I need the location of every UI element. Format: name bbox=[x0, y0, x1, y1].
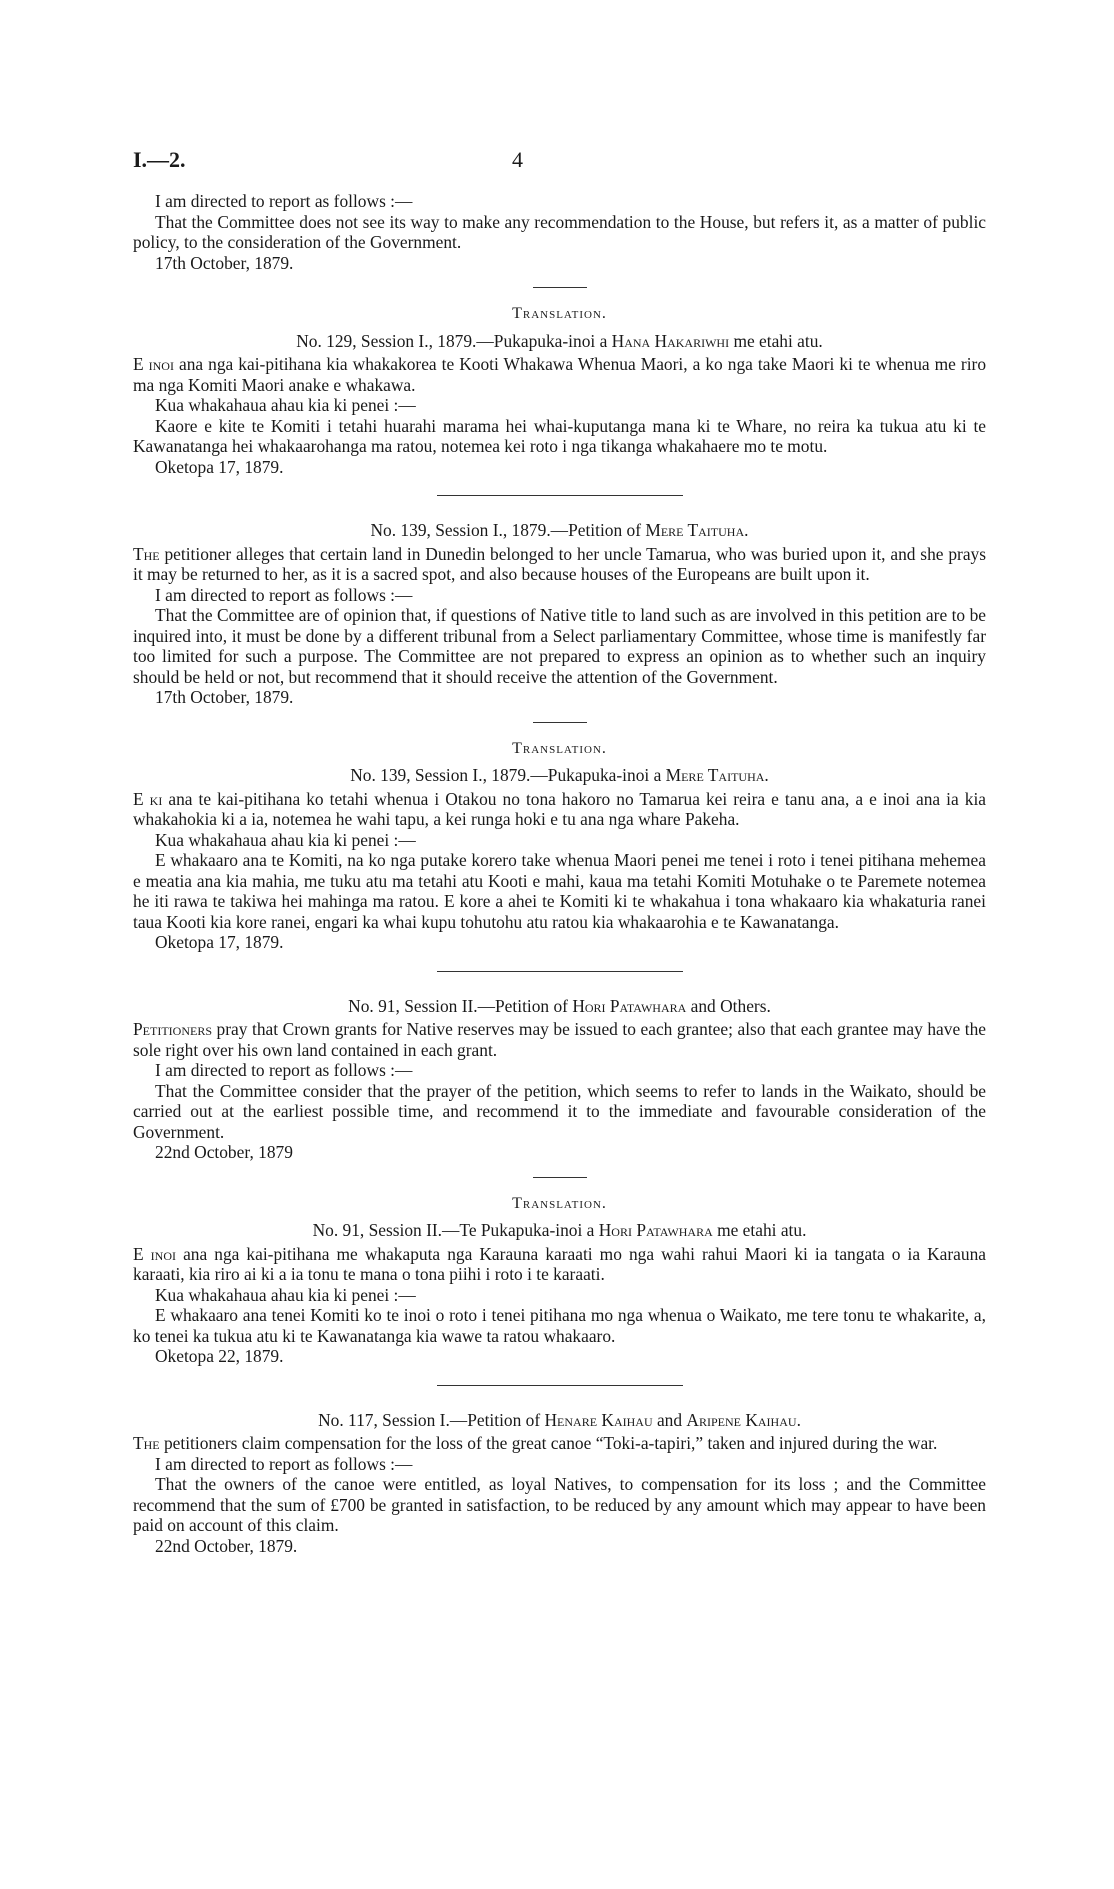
translation-label: Translation. bbox=[512, 1194, 607, 1212]
divider-long bbox=[437, 1385, 683, 1386]
lead-words: Petitioners bbox=[133, 1019, 212, 1039]
report-date: 22nd October, 1879. bbox=[155, 1535, 298, 1556]
petitioner-name: Hori Patawhara bbox=[598, 1220, 713, 1240]
petition-body: ana nga kai-pitihana kia whakakorea te Kooti Whakawa Whenua Maori, a ko nga take Maori ki te whenua me riro ma nga Komiti Maori anake e whakawa. bbox=[133, 354, 987, 395]
translation-label: Translation. bbox=[512, 305, 607, 322]
divider-long bbox=[437, 971, 683, 972]
report-date: 22nd October, 1879 bbox=[155, 1142, 293, 1162]
petition-text bbox=[133, 789, 986, 830]
petitioner-name: Mere Taituha bbox=[665, 765, 765, 785]
report-text: E whakaaro ana tenei Komiti ko te inoi o roto i tenei pitihana mo nga whenua o Waikato, me tere tonu te whakarite, a, ko tenei ka tukua atu ki te Kawanatanga kia wawe ta ratou whakaaro. bbox=[133, 1305, 986, 1346]
title-prefix: No. 91, Session II.—Te Pukapuka-inoi a bbox=[312, 1220, 599, 1240]
report-date: Oketopa 17, 1879. bbox=[155, 456, 284, 477]
page-content bbox=[133, 191, 986, 1556]
petitioner-name-2: Aripene Kaihau bbox=[686, 1409, 797, 1430]
petition-title bbox=[133, 996, 986, 1017]
petition-text bbox=[133, 1019, 986, 1060]
petition-body: ana nga kai-pitihana me whakaputa nga Karauna karaati mo nga wahi rahui Maori ki ia tangata o ia Karauna karaati, kia riro ai ki a ia tonu te mana o tona piihi i roto i te karaati. bbox=[133, 1243, 987, 1284]
report-intro: I am directed to report as follows :— bbox=[155, 1060, 413, 1080]
report-date: 17th October, 1879. bbox=[155, 687, 294, 707]
title-conjunction: and bbox=[652, 1409, 687, 1430]
lead-words: The bbox=[133, 543, 160, 564]
page-number: 4 bbox=[512, 147, 523, 172]
petition-title bbox=[133, 1220, 986, 1241]
title-prefix: No. 129, Session I., 1879.—Pukapuka-inoi a bbox=[296, 330, 612, 351]
report-intro: I am directed to report as follows :— bbox=[155, 191, 413, 211]
report-intro: I am directed to report as follows :— bbox=[155, 1453, 413, 1474]
report-text: That the Committee does not see its way to make any recommendation to the House, but refers it, as a matter of public policy, to the consideration of the Government. bbox=[133, 211, 986, 252]
page-header bbox=[133, 147, 993, 180]
section-translation-139 bbox=[133, 739, 986, 953]
lead-words: The bbox=[133, 1433, 160, 1453]
petition-text bbox=[133, 354, 986, 395]
petition-text bbox=[133, 1244, 986, 1285]
section-petition-117 bbox=[133, 1410, 986, 1557]
title-prefix: No. 91, Session II.—Petition of bbox=[348, 995, 573, 1016]
section-petition-91 bbox=[133, 996, 986, 1163]
report-intro: Kua whakahaua ahau kia ki penei :— bbox=[155, 1284, 416, 1305]
petition-body: pray that Crown grants for Native reserves may be issued to each grantee; also that each grantee may have the sole right over his own land contained in each grant. bbox=[133, 1019, 986, 1060]
petition-body: petitioner alleges that certain land in Dunedin belonged to her uncle Tamarua, who was buried upon it, and she prays it may be returned to her, as it is a sacred spot, and also because houses of the Europeans are built upon it. bbox=[133, 543, 986, 584]
petition-body: petitioners claim compensation for the loss of the great canoe “Toki-a-tapiri,” taken and injured during the war. bbox=[159, 1433, 938, 1453]
section-continuation bbox=[133, 191, 986, 273]
title-suffix: . bbox=[796, 1409, 801, 1430]
report-text: Kaore e kite te Komiti i tetahi huarahi marama hei whai-kuputanga mana ki te Whare, no reira ka tukua atu ki te Kawanatanga hei whakaarohanga ma ratou, notemea kei roto i nga tikanga whakahaere mo te motu. bbox=[133, 415, 986, 456]
petition-title bbox=[133, 520, 986, 541]
petition-text bbox=[133, 544, 986, 585]
petition-body: ana te kai-pitihana ko tetahi whenua i Otakou no tona hakoro no Tamarua kei reira e tanu ana, a e inoi ana ia kia whakahokia ki a ia, notemea he wahi tapu, a kei runga hoki e tu ana nga whare Pakeha. bbox=[133, 788, 986, 829]
lead-words: E inoi bbox=[133, 1243, 177, 1264]
report-intro: Kua whakahaua ahau kia ki penei :— bbox=[155, 829, 416, 850]
petitioner-name: Mere Taituha bbox=[645, 520, 745, 540]
report-text: That the owners of the canoe were entitled, as loyal Natives, to compensation for its loss ; and the Committee recommend that the sum of £700 be granted in satisfaction, to be reduced by any amount which may appear to have been paid on account of this claim. bbox=[133, 1474, 986, 1535]
title-suffix: me etahi atu. bbox=[729, 330, 823, 351]
divider-short bbox=[533, 287, 587, 288]
section-translation-129 bbox=[133, 304, 986, 477]
lead-words: E ki bbox=[133, 788, 163, 809]
report-intro: I am directed to report as follows :— bbox=[155, 584, 413, 605]
petition-title bbox=[133, 765, 986, 786]
report-date: Oketopa 22, 1879. bbox=[155, 1346, 284, 1366]
divider-long bbox=[437, 495, 683, 496]
title-prefix: No. 117, Session I.—Petition of bbox=[318, 1409, 545, 1430]
lead-words: E inoi bbox=[133, 354, 174, 374]
petitioner-name: Hori Patawhara bbox=[572, 995, 687, 1016]
report-date: Oketopa 17, 1879. bbox=[155, 932, 284, 952]
petition-text bbox=[133, 1433, 986, 1454]
section-petition-139 bbox=[133, 520, 986, 708]
title-suffix: . bbox=[744, 520, 749, 540]
divider-short bbox=[533, 722, 587, 723]
petition-title bbox=[133, 331, 986, 352]
report-intro: Kua whakahaua ahau kia ki penei :— bbox=[155, 395, 416, 415]
section-translation-91 bbox=[133, 1194, 986, 1367]
document-reference: I.—2. bbox=[133, 147, 186, 172]
divider-short bbox=[533, 1177, 587, 1178]
translation-label: Translation. bbox=[512, 739, 607, 757]
title-prefix: No. 139, Session I., 1879.—Pukapuka-inoi a bbox=[350, 765, 666, 785]
petitioner-name: Hana Hakariwhi bbox=[611, 330, 730, 351]
title-suffix: and Others. bbox=[686, 995, 771, 1016]
report-text: That the Committee consider that the prayer of the petition, which seems to refer to lands in the Waikato, should be carried out at the earliest possible time, and recommend it to the immediate and favourable consideration of the Government. bbox=[133, 1080, 986, 1142]
report-text: E whakaaro ana te Komiti, na ko nga putake korero take whenua Maori penei me tenei i roto i tenei pitihana mehemea e meatia ana kia mahia, me tuku atu ma tetahi atu Kooti e mahi, kaua ma tetahi Komiti Motuhake o te Paremete notemea he iti rawa te takiwa hei mahinga ma ratou. E kore a ahei te Komiti ki te whakahua i tona whakaaro kia whakaturia ranei taua Kooti kia kore ranei, engari ka whai kupu tohutohu atu ratou kia whakaarohia e te Kawanatanga. bbox=[133, 850, 986, 932]
report-text: That the Committee are of opinion that, if questions of Native title to land such as are involved in this petition are to be inquired into, it must be done by a different tribunal from a Select parliamentary Committee, whose time is manifestly far too limited for such a purpose. The Committee are not prepared to express an opinion as to whether such an inquiry should be held or not, but recommend that it should receive the attention of the Government. bbox=[133, 605, 986, 687]
report-date: 17th October, 1879. bbox=[155, 252, 294, 273]
title-prefix: No. 139, Session I., 1879.—Petition of bbox=[370, 520, 646, 540]
petitioner-name: Henare Kaihau bbox=[544, 1409, 653, 1430]
petition-title bbox=[133, 1410, 986, 1431]
title-suffix: . bbox=[764, 765, 769, 785]
title-suffix: me etahi atu. bbox=[712, 1220, 807, 1240]
